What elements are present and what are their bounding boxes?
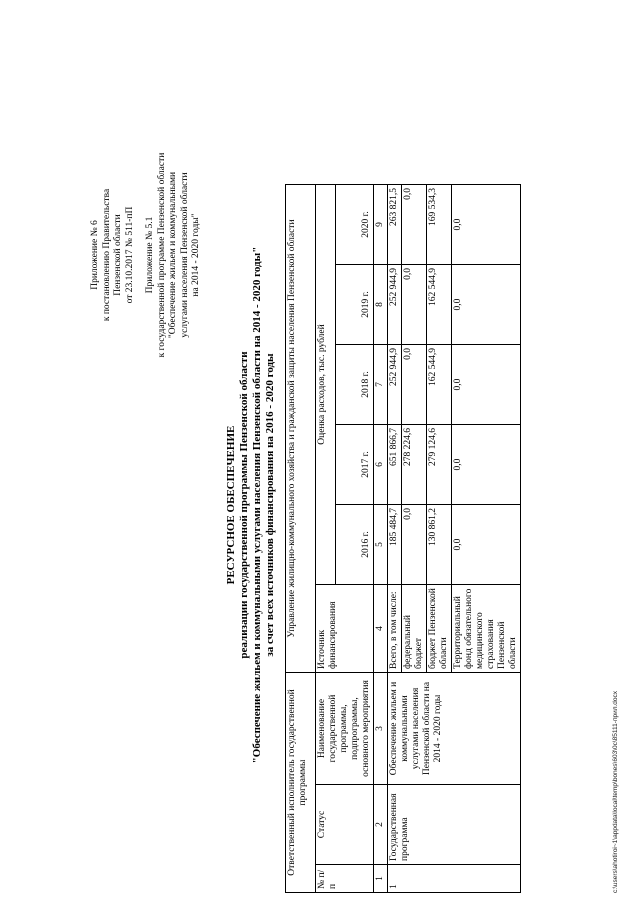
col-header-estimate: Оценка расходов, тыс. рублей <box>316 185 336 585</box>
year-header: 2018 г. <box>336 345 374 425</box>
value-cell: 278 224,6 <box>402 425 427 505</box>
appendix-line: Приложение № 6 <box>90 220 100 290</box>
appendix-line: "Обеспечение жильем и коммунальными <box>168 171 178 339</box>
col-header-num: № п/п <box>316 865 374 893</box>
value-cell: 279 124,6 <box>427 425 452 505</box>
value-cell: 252 944,9 <box>388 345 402 425</box>
title-line: за счет всех источников финансирования на 2016 - 2020 годы <box>264 353 276 657</box>
value-cell: 0,0 <box>452 345 521 425</box>
appendix-line: к постановлению Правительства <box>101 188 112 322</box>
value-cell: 162 544,9 <box>427 265 452 345</box>
index-cell: 8 <box>374 265 388 345</box>
resource-table-wrap <box>285 184 521 893</box>
source-cell: Всего, в том числе: <box>388 585 402 673</box>
appendix-line: от 23.10.2017 № 511-пП <box>124 206 135 304</box>
resource-table <box>285 184 521 893</box>
year-header: 2016 г. <box>336 505 374 585</box>
index-cell: 7 <box>374 345 388 425</box>
document-title <box>225 225 277 785</box>
appendix-line: Приложение № 5.1 <box>145 216 155 294</box>
value-cell: 0,0 <box>452 185 521 265</box>
year-header: 2020 г. <box>336 185 374 265</box>
source-cell: Территориальный фонд обязательного медицинского страхования Пензенской области <box>452 585 521 673</box>
index-cell: 1 <box>374 865 388 893</box>
row-program-name: Обеспечение жильем и коммунальными услугами населения Пензенской области на 2014 - 2020 годы <box>388 673 521 785</box>
index-cell: 2 <box>374 785 388 865</box>
year-header: 2017 г. <box>336 425 374 505</box>
appendix-line: Пензенской области <box>113 214 123 296</box>
index-cell: 3 <box>374 673 388 785</box>
executor-header: Ответственный исполнитель государственной программы <box>286 673 316 893</box>
value-cell: 0,0 <box>402 505 427 585</box>
row-status: Государственная программа <box>388 785 521 865</box>
value-cell: 0,0 <box>402 185 427 265</box>
value-cell: 185 484,7 <box>388 505 402 585</box>
index-cell: 6 <box>374 425 388 505</box>
index-cell: 4 <box>374 585 388 673</box>
year-header: 2019 г. <box>336 265 374 345</box>
value-cell: 162 544,9 <box>427 345 452 425</box>
value-cell: 0,0 <box>452 425 521 505</box>
executor-value: Управление жилищно-коммунального хозяйства и гражданской защиты населения Пензенской области <box>286 185 316 673</box>
source-cell: федеральный бюджет <box>402 585 427 673</box>
value-cell: 0,0 <box>452 265 521 345</box>
appendix-block <box>90 125 203 385</box>
row-number: 1 <box>388 865 521 893</box>
index-cell: 5 <box>374 505 388 585</box>
value-cell: 651 866,7 <box>388 425 402 505</box>
file-path-footer: c:\users\ahotiroi~1\appdata\local\temp\bones\603\0c\85111-прил.docx <box>612 690 619 893</box>
source-cell: бюджет Пензенской области <box>427 585 452 673</box>
value-cell: 169 534,3 <box>427 185 452 265</box>
col-header-status: Статус <box>316 785 374 865</box>
value-cell: 252 944,9 <box>388 265 402 345</box>
appendix-line: к государственной программе Пензенской области <box>156 152 167 358</box>
title-line: РЕСУРСНОЕ ОБЕСПЕЧЕНИЕ <box>225 425 237 585</box>
value-cell: 263 821,5 <box>388 185 402 265</box>
appendix-line: на 2014 - 2020 годы" <box>191 213 201 297</box>
index-cell: 9 <box>374 185 388 265</box>
appendix-line: услугами населения Пензенской области <box>179 172 190 338</box>
value-cell: 0,0 <box>402 265 427 345</box>
value-cell: 130 861,2 <box>427 505 452 585</box>
title-line: реализации государственной программы Пензенской области <box>238 351 250 659</box>
value-cell: 0,0 <box>452 505 521 585</box>
value-cell: 0,0 <box>402 345 427 425</box>
col-header-name: Наименование государственной программы, подпрограммы, основного мероприятия <box>316 673 374 785</box>
col-header-source: Источник финансирования <box>316 585 374 673</box>
title-line: "Обеспечение жильем и коммунальными услугами населения Пензенской области на 2014 - 2020 годы" <box>251 246 263 764</box>
